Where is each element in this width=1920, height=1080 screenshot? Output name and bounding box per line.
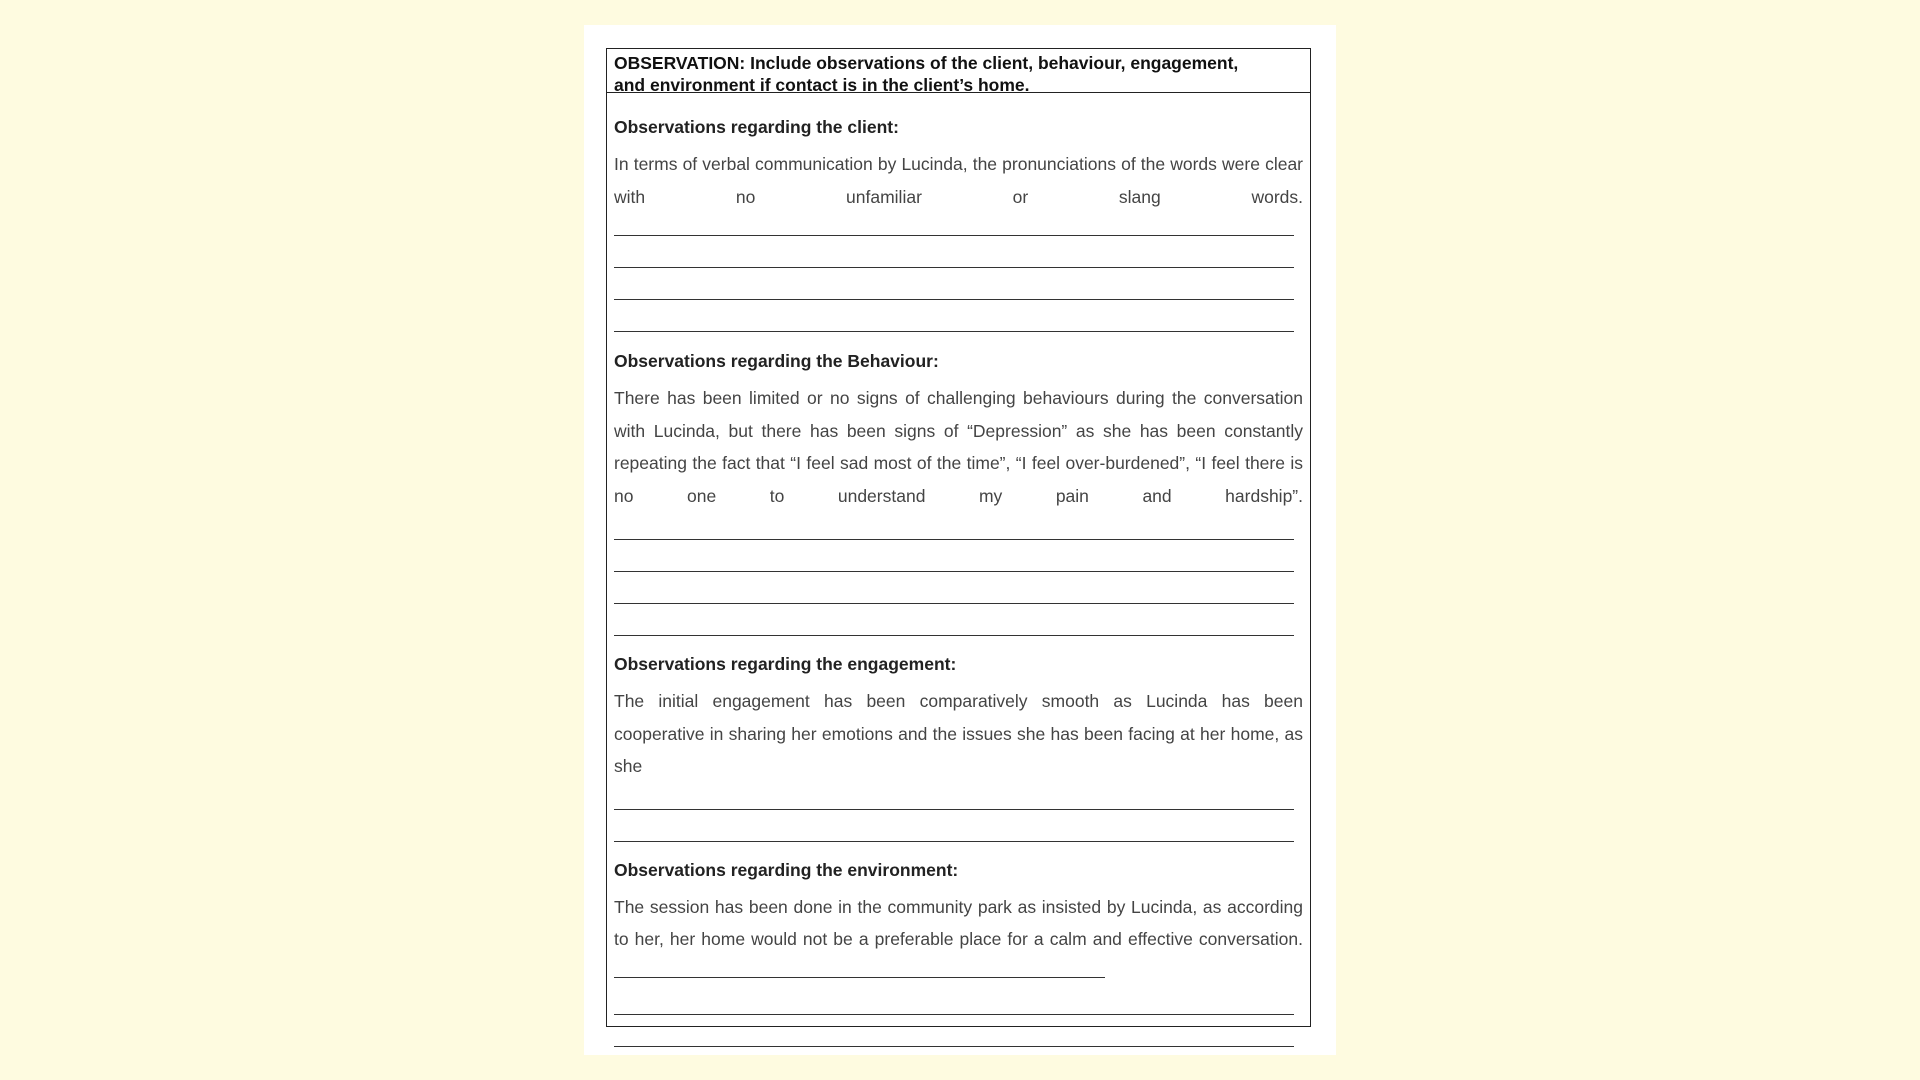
environment-observations-text: The session has been done in the community park as insisted by Lucinda, as according to her, her home would not be a preferable place for a calm and effective conversation. [614, 896, 1303, 949]
blank-line [614, 331, 1294, 332]
environment-observations-blank-lines [614, 1014, 1303, 1047]
form-body [607, 93, 1310, 1047]
behaviour-observations-text: There has been limited or no signs of challenging behaviours during the conversation with Lucinda, but there has been signs of “Depression” as she has been constantly repeating the fact that “I feel sad most of the time”, “I feel over-burdened”, “I feel there is no one to understand my pain and hardship”. [614, 388, 1303, 506]
client-observations-text: In terms of verbal communication by Lucinda, the pronunciations of the words were clear with no unfamiliar or slang words. [614, 154, 1303, 207]
blank-line [614, 603, 1294, 604]
engagement-observations-text: The initial engagement has been comparatively smooth as Lucinda has been cooperative in sharing her emotions and the issues she has been facing at her home, as she [614, 691, 1303, 776]
blank-line [614, 1014, 1294, 1015]
blank-line [614, 635, 1294, 636]
blank-line [614, 539, 1294, 540]
client-observations-heading: Observations regarding the client: [614, 117, 899, 137]
form-header [607, 49, 1310, 93]
blank-line [614, 235, 1294, 236]
header-line-2: and environment if contact is in the client’s home. [614, 75, 1030, 95]
document-page [584, 25, 1336, 1055]
observation-form [606, 48, 1311, 1027]
blank-line [614, 809, 1294, 810]
blank-line [614, 299, 1294, 300]
engagement-observations-heading: Observations regarding the engagement: [614, 654, 957, 674]
client-observations-blank-lines [614, 235, 1303, 332]
environment-observations-heading: Observations regarding the environment: [614, 859, 959, 880]
blank-line [614, 841, 1294, 842]
blank-line [614, 1046, 1294, 1047]
blank-line [614, 976, 1105, 978]
header-line-1: OBSERVATION: Include observations of the client, behaviour, engagement, [614, 53, 1239, 73]
environment-observations-paragraph [614, 891, 1303, 989]
blank-line [614, 571, 1294, 572]
behaviour-observations-heading: Observations regarding the Behaviour: [614, 351, 939, 371]
engagement-observations-blank-lines [614, 809, 1303, 842]
blank-line [614, 267, 1294, 268]
behaviour-observations-blank-lines [614, 539, 1303, 636]
